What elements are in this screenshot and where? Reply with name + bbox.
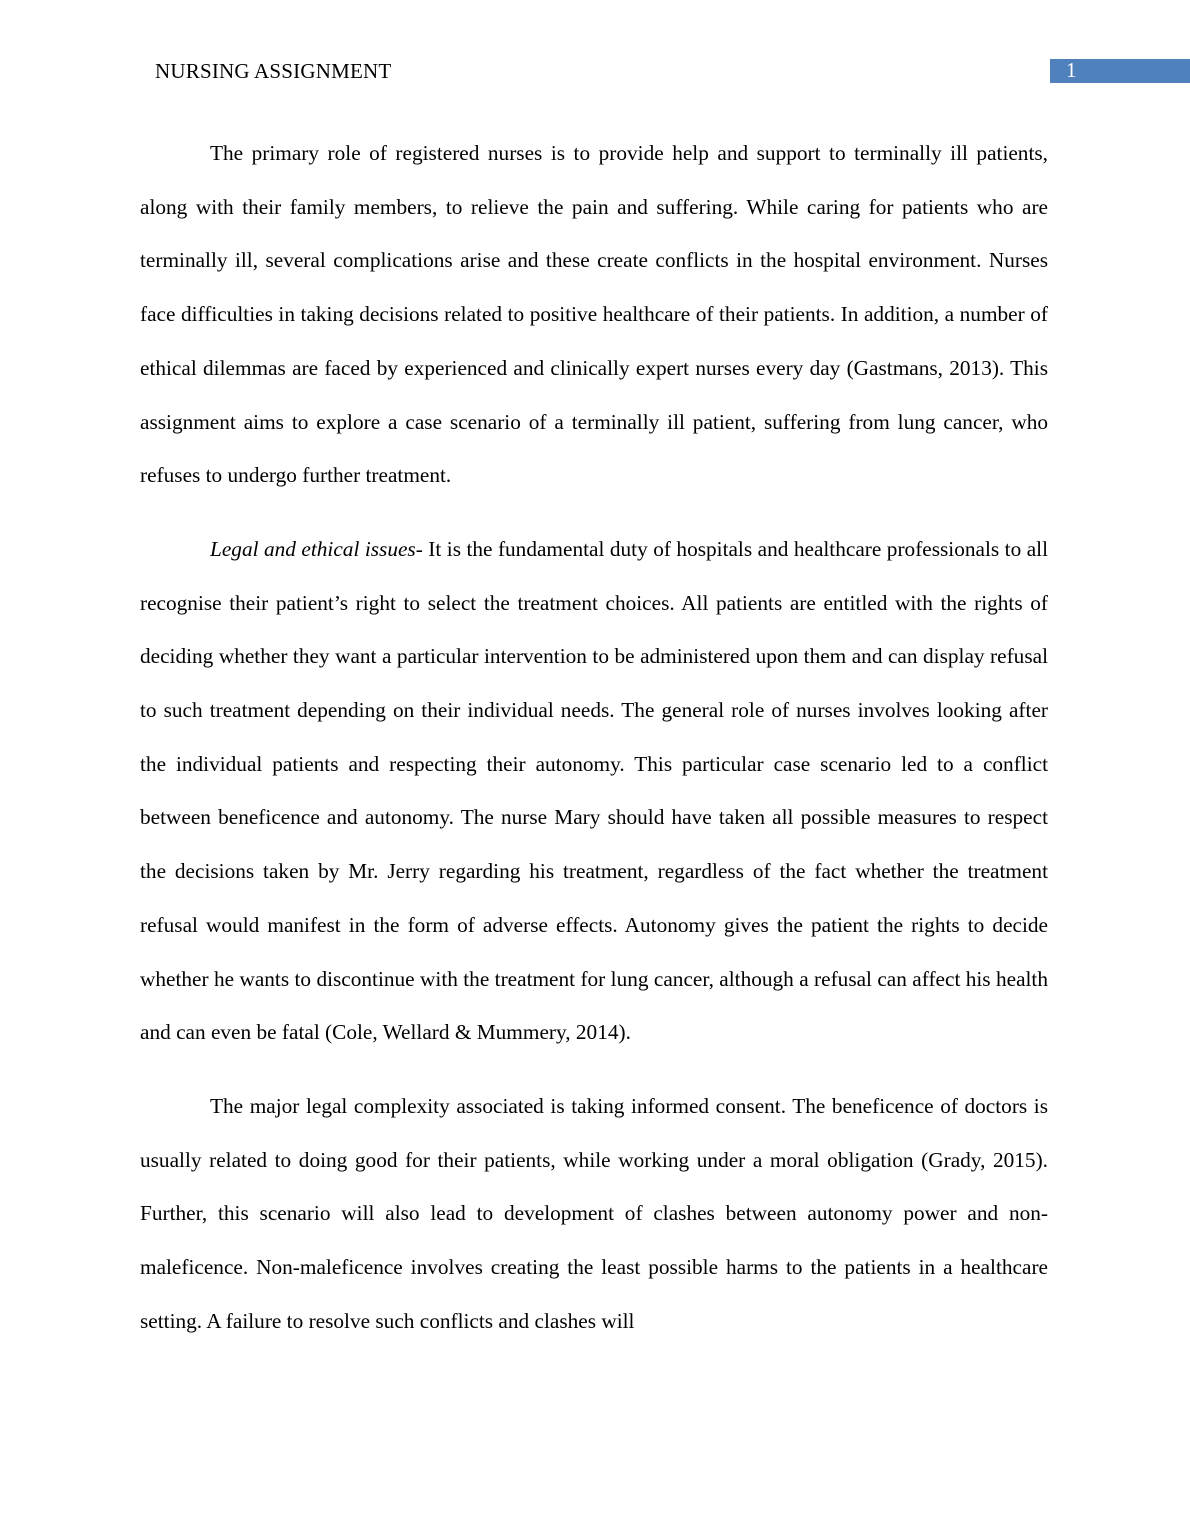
page-number: 1 — [1066, 58, 1077, 82]
paragraph-legal-ethical-issues — [140, 523, 1048, 1060]
page-number-badge — [1050, 59, 1190, 83]
section-run-in-heading: Legal and ethical issues- — [210, 536, 423, 561]
paragraph-introduction: The primary role of registered nurses is to provide help and support to terminally ill patients, along with their family members, to relieve the pain and suffering. While caring for patients who are terminally ill, several complications arise and these create conflicts in the hospital environment. Nurses face difficulties in taking decisions related to positive healthcare of their patients. In addition, a number of ethical dilemmas are faced by experienced and clinically expert nurses every day (Gastmans, 2013). This assignment aims to explore a case scenario of a terminally ill patient, suffering from lung cancer, who refuses to undergo further treatment. — [140, 141, 1048, 488]
paragraph-legal-complexity: The major legal complexity associated is taking informed consent. The beneficence of doctors is usually related to doing good for their patients, while working under a moral obligation (Grady, 2015). Further, this scenario will also lead to development of clashes between autonomy power and non-maleficence. Non-maleficence involves creating the least possible harms to the patients in a healthcare setting. A failure to resolve such conflicts and clashes will — [140, 1093, 1048, 1333]
running-header-title: NURSING ASSIGNMENT — [155, 59, 392, 83]
paragraph-text: It is the fundamental duty of hospitals and healthcare professionals to all recognise their patient’s right to select the treatment choices. All patients are entitled with the rights of deciding whether they want a particular intervention to be administered upon them and can display refusal to such treatment depending on their individual needs. The general role of nurses involves looking after the individual patients and respecting their autonomy. This particular case scenario led to a conflict between beneficence and autonomy. The nurse Mary should have taken all possible measures to respect the decisions taken by Mr. Jerry regarding his treatment, regardless of the fact whether the treatment refusal would manifest in the form of adverse effects. Autonomy gives the patient the rights to decide whether he wants to discontinue with the treatment for lung cancer, although a refusal can affect his health and can even be fatal (Cole, Wellard & Mummery, 2014). — [140, 536, 1048, 1045]
document-body — [140, 127, 1048, 1348]
